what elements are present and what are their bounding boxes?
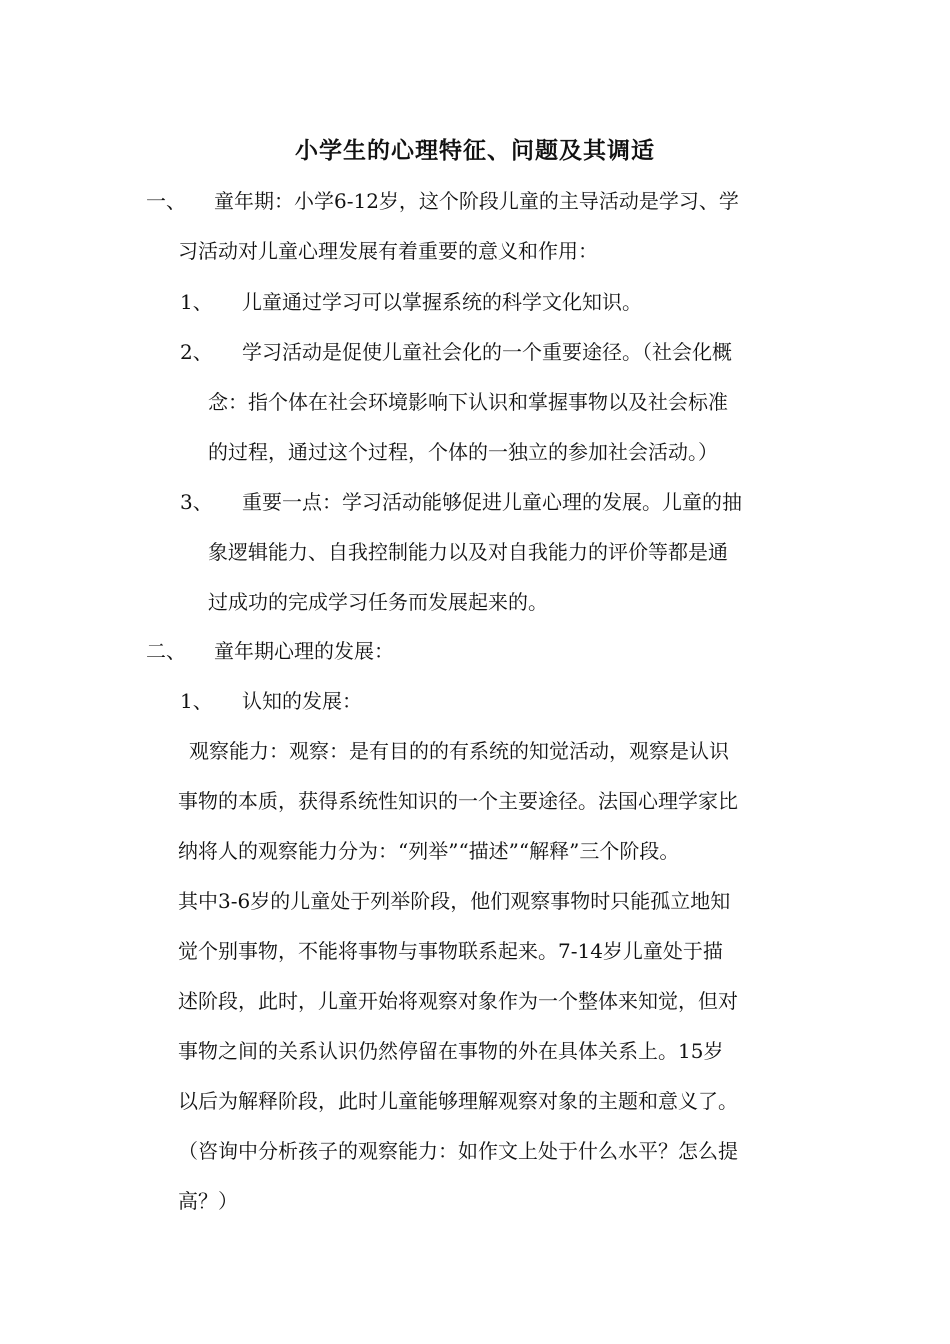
section-2-heading-text: 童年期心理的发展： — [214, 639, 394, 663]
section-1-item-3-line-3: 过成功的完成学习任务而发展起来的。 — [208, 590, 548, 614]
section-1-item-2-line-2: 念：指个体在社会环境影响下认识和掌握事物以及社会标准 — [208, 390, 728, 414]
document-title: 小学生的心理特征、问题及其调适 — [295, 138, 655, 164]
section-1-item-2-text-1: 学习活动是促使儿童社会化的一个重要途径。（社会化概 — [242, 340, 732, 364]
paragraph-line-4: 其中3-6岁的儿童处于列举阶段，他们观察事物时只能孤立地知 — [178, 889, 731, 913]
section-1-item-2-line-1 — [180, 338, 732, 366]
section-1-item-3-line-1 — [180, 488, 742, 516]
section-1-item-2-number: 2、 — [180, 340, 213, 364]
paragraph-line-10: 高？） — [178, 1189, 238, 1213]
section-1-item-3-number: 3、 — [180, 490, 213, 514]
section-1-heading-line-1 — [146, 187, 739, 215]
section-2-item-1 — [180, 687, 362, 715]
paragraph-line-9: （咨询中分析孩子的观察能力：如作文上处于什么水平？怎么提 — [178, 1139, 738, 1163]
section-2-item-1-number: 1、 — [180, 689, 213, 713]
section-2-number: 二、 — [146, 639, 186, 663]
section-1-item-1-number: 1、 — [180, 290, 213, 314]
section-1-item-3-text-1: 重要一点：学习活动能够促进儿童心理的发展。儿童的抽 — [242, 490, 742, 514]
paragraph-line-5: 觉个别事物，不能将事物与事物联系起来。7-14岁儿童处于描 — [178, 939, 723, 963]
paragraph-line-2: 事物的本质，获得系统性知识的一个主要途径。法国心理学家比 — [178, 789, 738, 813]
paragraph-line-1: 观察能力：观察：是有目的的有系统的知觉活动，观察是认识 — [189, 739, 729, 763]
section-1-item-1-text: 儿童通过学习可以掌握系统的科学文化知识。 — [242, 290, 642, 314]
paragraph-line-3: 纳将人的观察能力分为：“列举”“描述”“解释”三个阶段。 — [178, 839, 680, 863]
paragraph-line-7: 事物之间的关系认识仍然停留在事物的外在具体关系上。15岁 — [178, 1039, 724, 1063]
paragraph-line-6: 述阶段，此时，儿童开始将观察对象作为一个整体来知觉，但对 — [178, 989, 738, 1013]
section-1-item-1 — [180, 288, 642, 316]
section-1-item-2-line-3: 的过程，通过这个过程，个体的一独立的参加社会活动。） — [208, 440, 718, 464]
paragraph-line-8: 以后为解释阶段，此时儿童能够理解观察对象的主题和意义了。 — [178, 1089, 738, 1113]
section-1-heading-text-1: 童年期：小学6-12岁，这个阶段儿童的主导活动是学习、学 — [214, 189, 739, 213]
section-2-heading — [146, 637, 394, 665]
section-1-number: 一、 — [146, 189, 186, 213]
section-1-heading-line-2: 习活动对儿童心理发展有着重要的意义和作用： — [178, 239, 598, 263]
section-2-item-1-text: 认知的发展： — [242, 689, 362, 713]
section-1-item-3-line-2: 象逻辑能力、自我控制能力以及对自我能力的评价等都是通 — [208, 540, 728, 564]
